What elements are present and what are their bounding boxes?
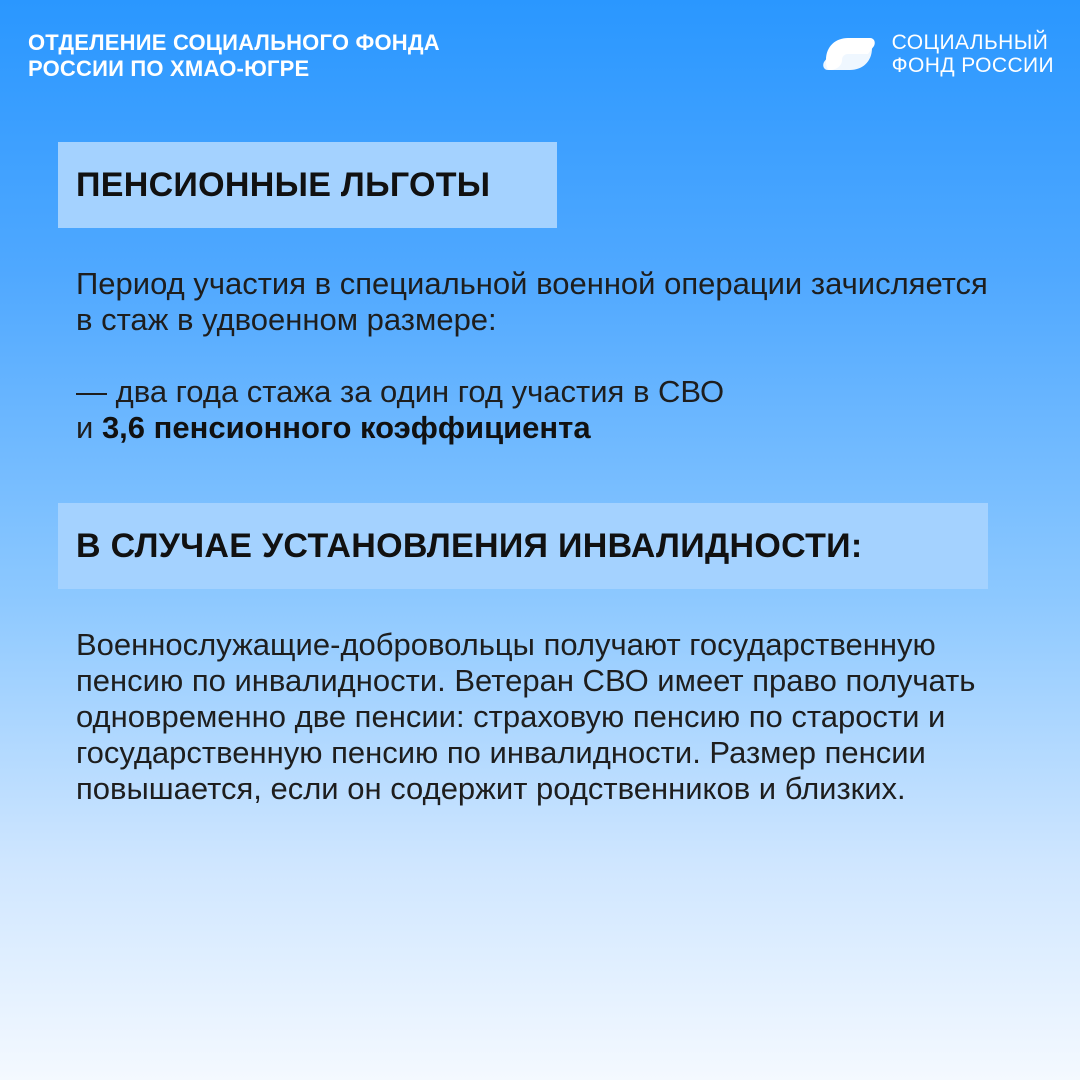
double-seniority-line: — два года стажа за один год участия в СВО bbox=[76, 374, 725, 409]
organization-title-line-1: ОТДЕЛЕНИЕ СОЦИАЛЬНОГО ФОНДА bbox=[28, 30, 440, 55]
organization-title bbox=[28, 30, 440, 82]
sfr-logo-text-line-2: ФОНД РОССИИ bbox=[891, 54, 1054, 77]
pension-benefits-heading: ПЕНСИОННЫЕ ЛЬГОТЫ bbox=[58, 142, 557, 228]
sfr-logo-text bbox=[892, 31, 1054, 77]
disability-paragraph: Военнослужащие-добровольцы получают государственную пенсию по инвалидности. Ветеран СВО имеет право получать одновременно две пенсии: страховую пенсию по старости и государственную пенсию по инвалидности. Размер пенсии повышается, если он содержит родственников и близких. bbox=[76, 627, 976, 806]
sfr-logo-icon bbox=[818, 26, 880, 82]
pension-benefits-text bbox=[76, 266, 1036, 446]
pension-coefficient-value: 3,6 пенсионного коэффициента bbox=[101, 410, 591, 445]
organization-title-line-2: РОССИИ ПО ХМАО-ЮГРЕ bbox=[28, 56, 310, 81]
service-period-paragraph: Период участия в специальной военной операции зачисляется в стаж в удвоенном размере: bbox=[76, 266, 988, 337]
sfr-logo-text-line-1: СОЦИАЛЬНЫЙ bbox=[891, 31, 1049, 54]
pension-coefficient-line bbox=[76, 410, 1036, 446]
disability-heading: В СЛУЧАЕ УСТАНОВЛЕНИЯ ИНВАЛИДНОСТИ: bbox=[58, 503, 988, 589]
disability-text bbox=[76, 627, 1036, 807]
pension-coefficient-prefix: и bbox=[76, 410, 102, 445]
paragraph-spacer bbox=[76, 338, 1036, 374]
sfr-logo bbox=[818, 26, 1054, 82]
